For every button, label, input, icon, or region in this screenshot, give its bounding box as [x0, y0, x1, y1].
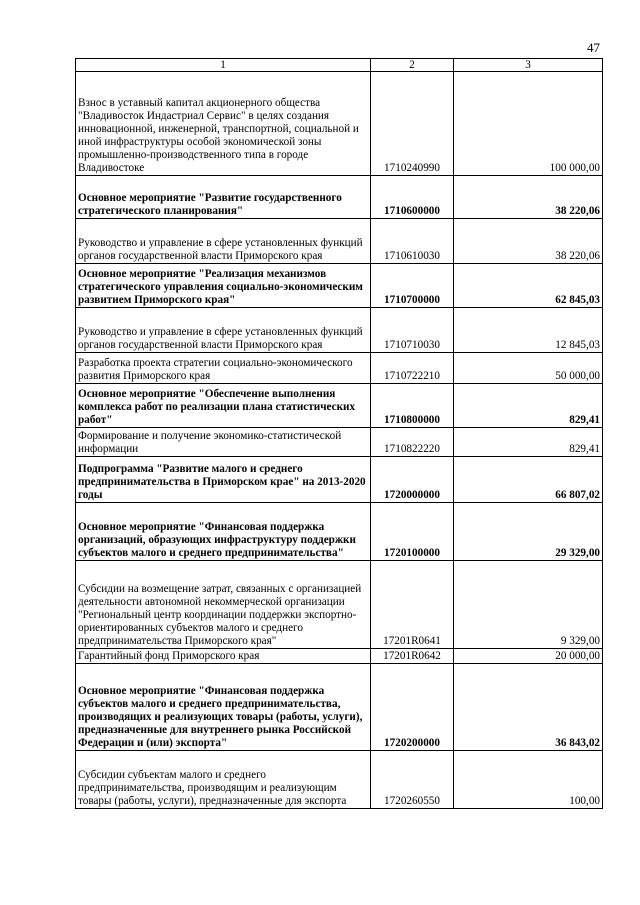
row-name-cell: Субсидии субъектам малого и среднего предпринимательства, производящим и реализующим товары (работы, услуги), предназначенные для экспорта: [76, 751, 371, 809]
row-name-cell: Разработка проекта стратегии социально-экономического развития Приморского края: [76, 353, 371, 384]
table-row: [76, 503, 603, 561]
row-code-cell: 1720200000: [371, 664, 454, 751]
column-header-3: 3: [454, 59, 603, 72]
table-row: [76, 264, 603, 308]
row-code-cell: 1720100000: [371, 503, 454, 561]
table-row: [76, 751, 603, 809]
row-code-cell: 1710610030: [371, 219, 454, 264]
row-amount-cell: 36 843,02: [454, 664, 603, 751]
row-amount-cell: 66 807,02: [454, 457, 603, 503]
page-number: 47: [587, 40, 600, 55]
row-code-cell: 17201R0641: [371, 561, 454, 649]
row-amount-cell: 50 000,00: [454, 353, 603, 384]
row-amount-cell: 100 000,00: [454, 72, 603, 176]
row-amount-cell: 20 000,00: [454, 649, 603, 664]
row-code-cell: 1710710030: [371, 308, 454, 353]
row-name-cell: Основное мероприятие "Финансовая поддержка организаций, образующих инфраструктуру поддержки субъектов малого и среднего предпринимательства": [76, 503, 371, 561]
row-code-cell: 1710600000: [371, 176, 454, 219]
table-row: [76, 219, 603, 264]
header-row: [76, 59, 603, 72]
table-row: [76, 649, 603, 664]
budget-table: [75, 58, 603, 809]
row-amount-cell: 38 220,06: [454, 176, 603, 219]
row-amount-cell: 829,41: [454, 384, 603, 428]
row-code-cell: 1720260550: [371, 751, 454, 809]
row-name-cell: Взнос в уставный капитал акционерного общества "Владивосток Индастриал Сервис" в целях создания инновационной, инженерной, транспортной, социальной и иной инфраструктуры особой экономической зоны промышленно-производственного типа в городе Владивостоке: [76, 72, 371, 176]
table-row: [76, 384, 603, 428]
row-name-cell: Руководство и управление в сфере установленных функций органов государственной власти Приморского края: [76, 308, 371, 353]
row-amount-cell: 12 845,03: [454, 308, 603, 353]
row-code-cell: 1710700000: [371, 264, 454, 308]
table-row: [76, 72, 603, 176]
row-code-cell: 1710822220: [371, 428, 454, 457]
table-row: [76, 308, 603, 353]
column-header-1: 1: [76, 59, 371, 72]
row-code-cell: 1710800000: [371, 384, 454, 428]
row-name-cell: Субсидии на возмещение затрат, связанных с организацией деятельности автономной некоммерческой организации "Региональный центр координации поддержки экспортно-ориентированных субъектов малого и среднего предпринимательства Приморского края": [76, 561, 371, 649]
row-amount-cell: 29 329,00: [454, 503, 603, 561]
table-row: [76, 561, 603, 649]
row-code-cell: 1710240990: [371, 72, 454, 176]
row-name-cell: Формирование и получение экономико-статистической информации: [76, 428, 371, 457]
row-amount-cell: 100,00: [454, 751, 603, 809]
column-header-2: 2: [371, 59, 454, 72]
table-row: [76, 176, 603, 219]
row-amount-cell: 9 329,00: [454, 561, 603, 649]
row-name-cell: Руководство и управление в сфере установленных функций органов государственной власти Приморского края: [76, 219, 371, 264]
row-name-cell: Основное мероприятие "Обеспечение выполнения комплекса работ по реализации плана статистических работ": [76, 384, 371, 428]
table-row: [76, 457, 603, 503]
row-name-cell: Основное мероприятие "Финансовая поддержка субъектов малого и среднего предпринимательства, производящих и реализующих товары (работы, услуги), предназначенные для внутреннего рынка Российской Федерации и (или) экспорта": [76, 664, 371, 751]
row-code-cell: 1720000000: [371, 457, 454, 503]
row-code-cell: 17201R0642: [371, 649, 454, 664]
row-code-cell: 1710722210: [371, 353, 454, 384]
row-name-cell: Гарантийный фонд Приморского края: [76, 649, 371, 664]
row-amount-cell: 62 845,03: [454, 264, 603, 308]
row-name-cell: Подпрограмма "Развитие малого и среднего предпринимательства в Приморском крае" на 2013-2020 годы: [76, 457, 371, 503]
table-row: [76, 428, 603, 457]
row-amount-cell: 829,41: [454, 428, 603, 457]
row-name-cell: Основное мероприятие "Развитие государственного стратегического планирования": [76, 176, 371, 219]
table-row: [76, 353, 603, 384]
row-name-cell: Основное мероприятие "Реализация механизмов стратегического управления социально-экономическим развитием Приморского края": [76, 264, 371, 308]
row-amount-cell: 38 220,06: [454, 219, 603, 264]
table-row: [76, 664, 603, 751]
